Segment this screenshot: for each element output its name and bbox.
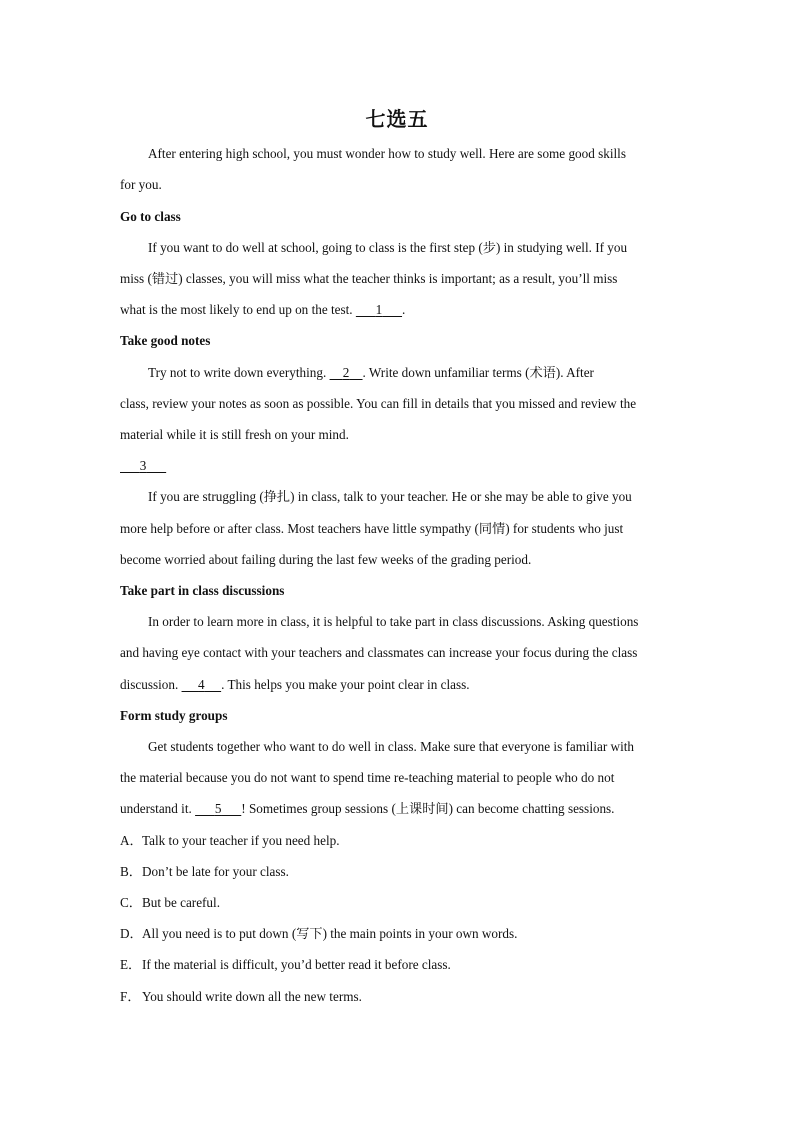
option-d-label: D．	[120, 926, 143, 941]
go-to-class-line-3-text: what is the most likely to end up on the test.	[120, 302, 356, 317]
blank-4-number: 4	[198, 677, 205, 692]
option-e-text: If the material is difficult, you’d better read it before class.	[142, 957, 451, 972]
blank-5-number: 5	[214, 801, 222, 816]
struggling-line-2: more help before or after class. Most teachers have little sympathy (同情) for students who just	[120, 521, 624, 536]
struggling-line-1: If you are struggling (挣扎) in class, talk to your teacher. He or she may be able to give you	[148, 489, 632, 504]
intro-line-1: After entering high school, you must wonder how to study well. Here are some good skills	[148, 146, 626, 161]
page-title: 七选五	[365, 107, 429, 131]
blank-2-number: 2	[342, 365, 350, 380]
discussions-line-2: and having eye contact with your teachers and classmates can increase your focus during the class	[120, 645, 638, 660]
study-groups-line-2: the material because you do not want to spend time re-teaching material to people who do not	[120, 770, 615, 785]
option-b[interactable]	[120, 863, 680, 881]
option-c[interactable]	[120, 894, 680, 912]
section-heading-study-groups: Form study groups	[120, 708, 228, 723]
option-f[interactable]	[120, 988, 680, 1006]
struggling-line-3: become worried about failing during the last few weeks of the grading period.	[120, 552, 532, 567]
option-e-label: E．	[120, 957, 142, 972]
go-to-class-line-2: miss (错过) classes, you will miss what the teacher thinks is important; as a result, you’ll miss	[120, 271, 618, 286]
option-f-text: You should write down all the new terms.	[142, 989, 362, 1004]
option-a-label: A．	[120, 833, 143, 848]
option-f-label: F．	[120, 989, 141, 1004]
option-a-text: Talk to your teacher if you need help.	[142, 833, 340, 848]
section-heading-take-good-notes: Take good notes	[120, 333, 211, 348]
section-heading-discussions: Take part in class discussions	[120, 583, 285, 598]
option-d-text: All you need is to put down (写下) the main points in your own words.	[142, 926, 518, 941]
take-good-notes-line-2: class, review your notes as soon as possible. You can fill in details that you missed and review the	[120, 396, 637, 411]
study-groups-line-1: Get students together who want to do well in class. Make sure that everyone is familiar with	[148, 739, 634, 754]
option-c-label: C．	[120, 895, 142, 910]
blank-2[interactable]	[330, 364, 363, 382]
blank-3-heading-line	[120, 457, 680, 475]
blank-3-number: 3	[139, 458, 147, 473]
discussions-line-3	[120, 676, 680, 694]
study-groups-line-3-end: ! Sometimes group sessions (上课时间) can become chatting sessions.	[241, 801, 615, 816]
blank-1[interactable]	[356, 301, 402, 319]
blank-1-number: 1	[375, 302, 383, 317]
option-b-text: Don’t be late for your class.	[142, 864, 289, 879]
blank-4[interactable]	[182, 676, 222, 694]
take-good-notes-line-1-end: . Write down unfamiliar terms (术语). After	[362, 365, 594, 380]
option-d[interactable]	[120, 925, 680, 943]
option-e[interactable]	[120, 956, 680, 974]
discussions-line-3-end: . This helps you make your point clear in class.	[221, 677, 470, 692]
option-b-label: B．	[120, 864, 142, 879]
section-heading-go-to-class: Go to class	[120, 209, 181, 224]
take-good-notes-line-1	[148, 364, 708, 382]
discussions-line-3-text: discussion.	[120, 677, 182, 692]
go-to-class-line-1: If you want to do well at school, going to class is the first step (步) in studying well. If you	[148, 240, 628, 255]
take-good-notes-line-3: material while it is still fresh on your mind.	[120, 427, 349, 442]
intro-line-2: for you.	[120, 177, 162, 192]
go-to-class-line-3-end: .	[402, 302, 406, 317]
discussions-line-1: In order to learn more in class, it is helpful to take part in class discussions. Asking questions	[148, 614, 639, 629]
blank-3[interactable]	[120, 457, 166, 475]
go-to-class-line-3	[120, 301, 680, 319]
blank-5[interactable]	[195, 800, 241, 818]
take-good-notes-line-1-text: Try not to write down everything.	[148, 365, 330, 380]
option-c-text: But be careful.	[142, 895, 220, 910]
study-groups-line-3	[120, 800, 680, 818]
study-groups-line-3-text: understand it.	[120, 801, 196, 816]
option-a[interactable]	[120, 832, 680, 850]
